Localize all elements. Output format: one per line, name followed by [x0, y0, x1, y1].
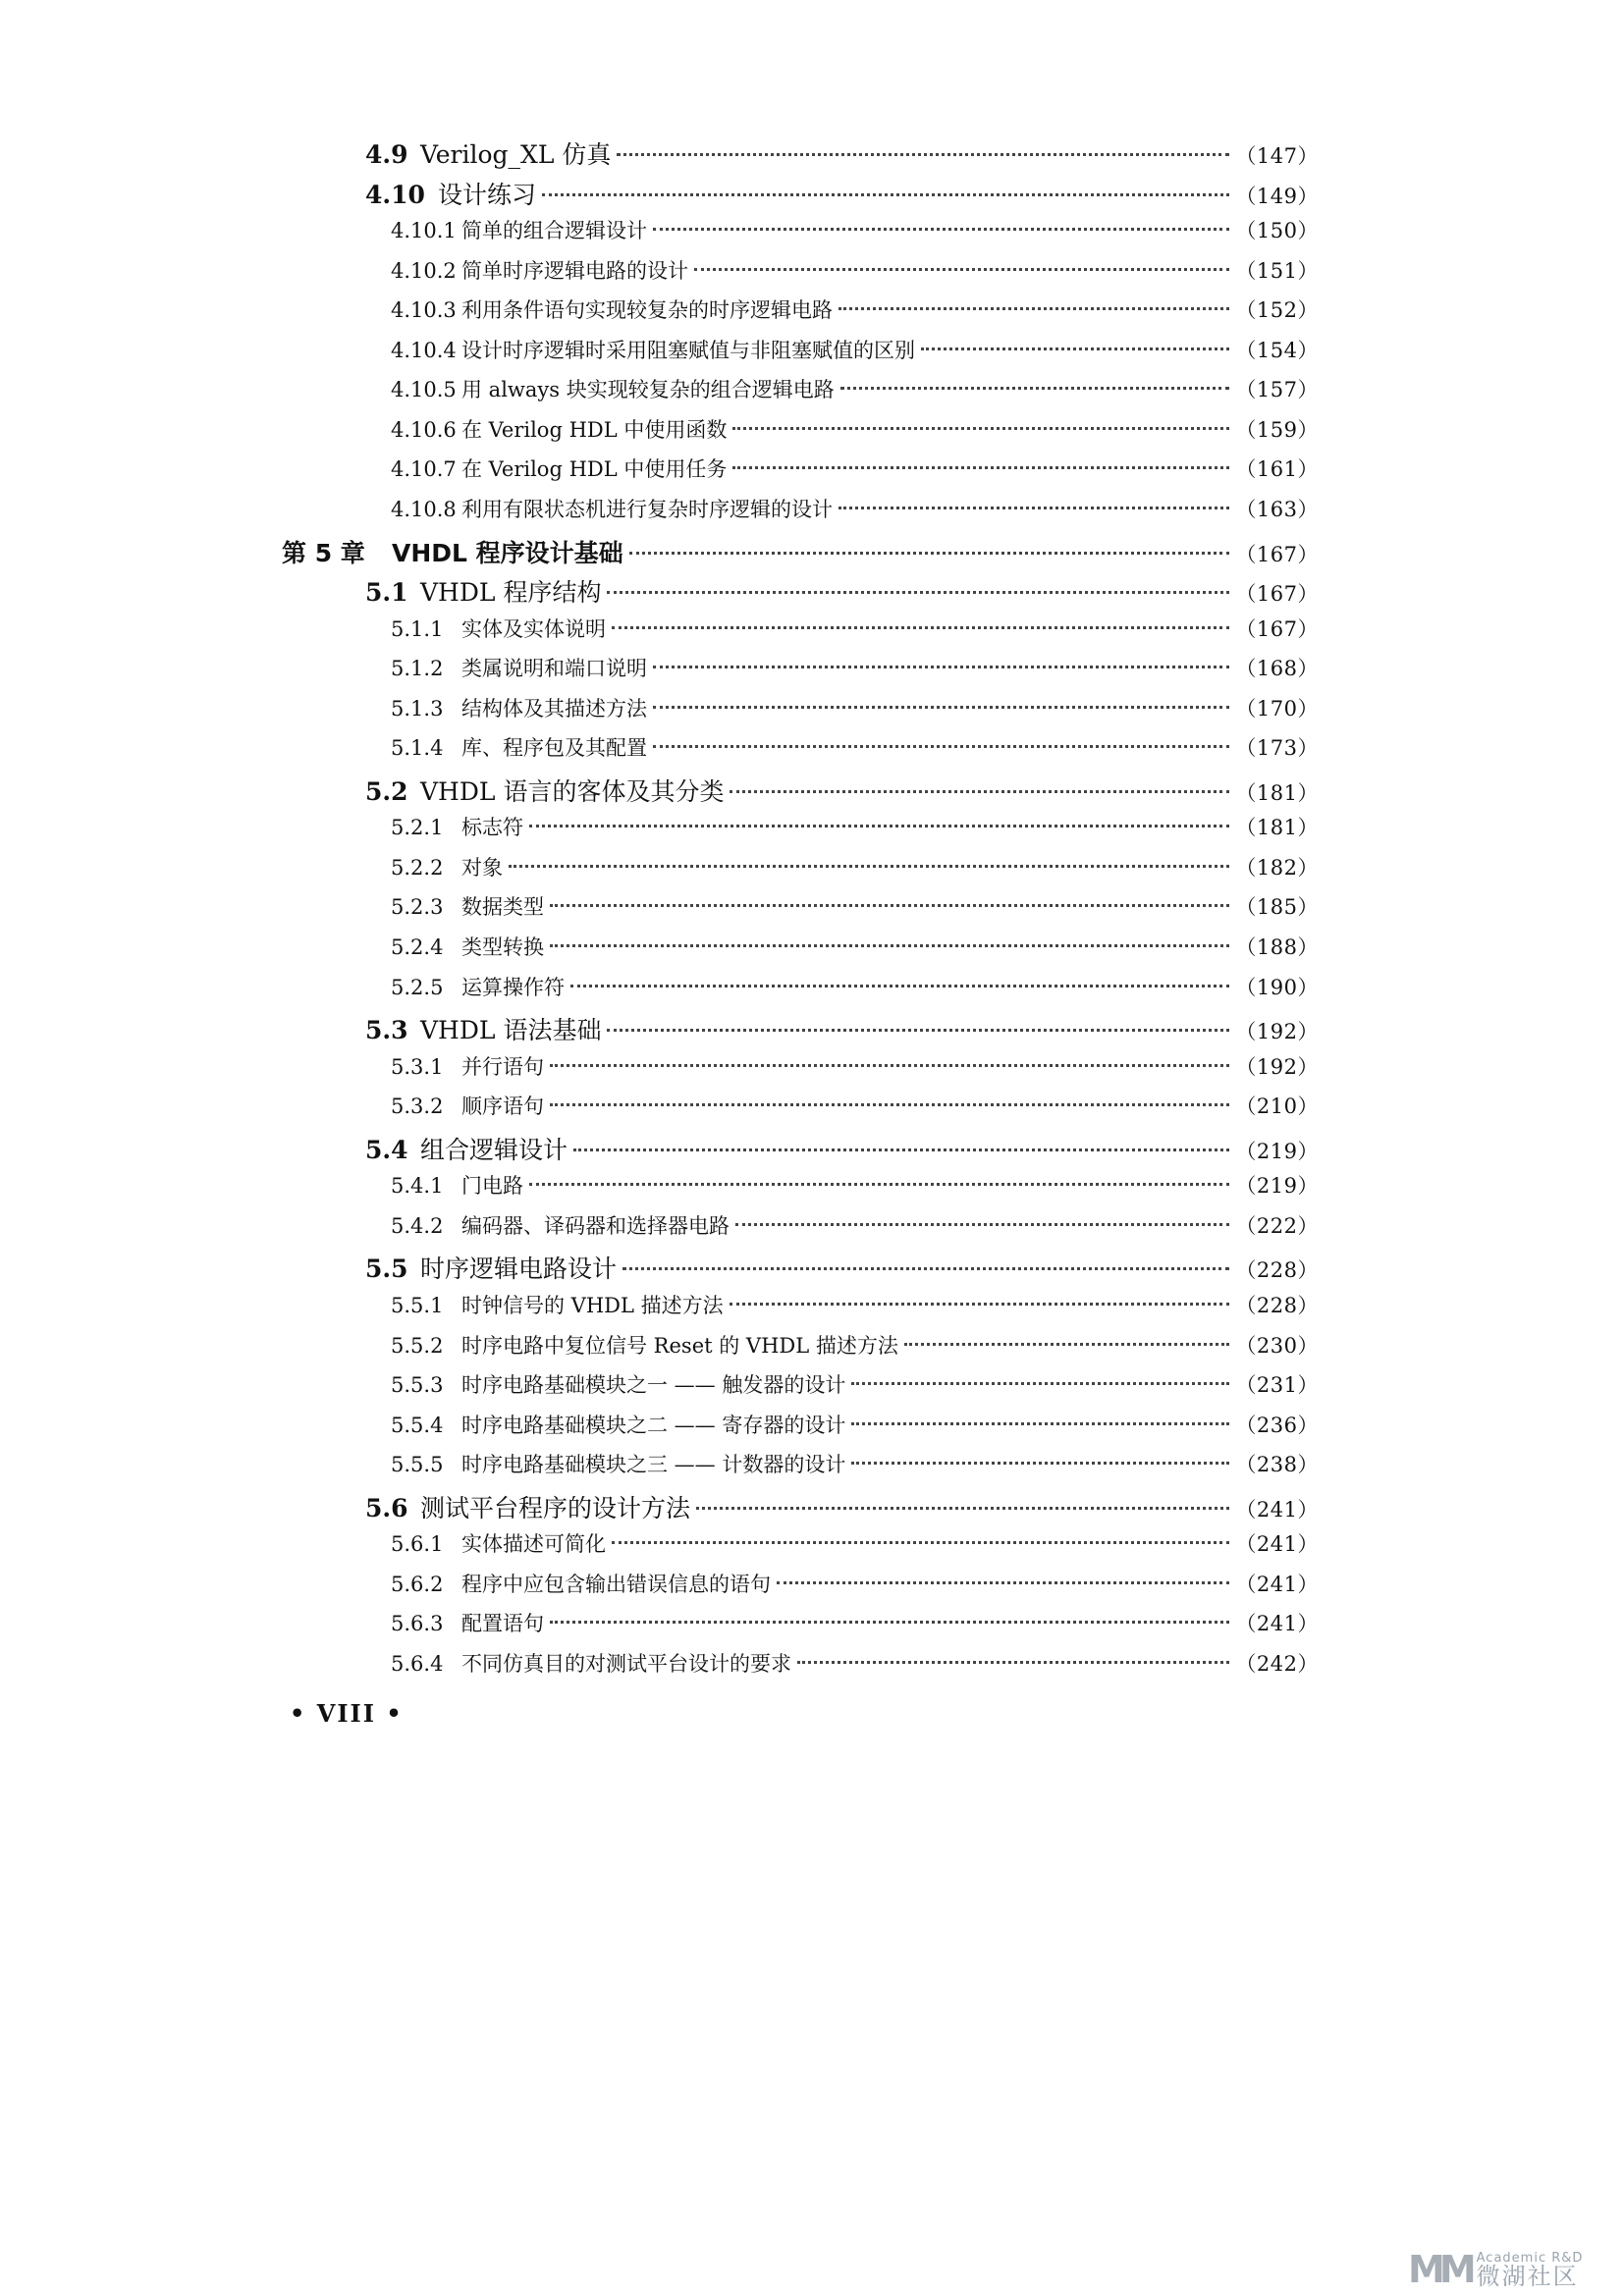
dot-leader — [797, 1661, 1229, 1664]
toc-entry-page: （222） — [1235, 1213, 1319, 1238]
toc-entry-title: 时钟信号的 VHDL 描述方法 — [461, 1293, 724, 1317]
toc-entry — [391, 1410, 1319, 1439]
dot-leader — [607, 1029, 1229, 1032]
toc-entry — [391, 1648, 1319, 1678]
toc-entry-number: 5.3.2 — [391, 1095, 444, 1119]
toc-entry-title: Verilog_XL 仿真 — [420, 140, 612, 169]
toc-entry — [365, 135, 1319, 171]
watermark-logo — [1408, 2248, 1583, 2291]
page-number-footer: • VIII • — [290, 1699, 404, 1728]
toc-entry-title: 运算操作符 — [461, 975, 565, 999]
toc-entry-title: 库、程序包及其配置 — [461, 736, 647, 761]
dot-leader — [732, 427, 1229, 430]
watermark-english: Academic R&D — [1476, 2250, 1584, 2266]
toc-entry-number: 5.6.3 — [391, 1612, 444, 1636]
toc-entry-number: 5.5.3 — [391, 1373, 444, 1398]
dot-leader — [851, 1382, 1229, 1385]
toc-entry-number: 4.10 — [365, 180, 425, 209]
dot-leader — [694, 268, 1229, 271]
toc-entry-page: （228） — [1235, 1258, 1319, 1283]
toc-entry-page: （241） — [1235, 1532, 1319, 1557]
toc-entry-number: 5.2.3 — [391, 895, 444, 920]
toc-entry-page: （168） — [1235, 657, 1319, 681]
toc-entry — [391, 891, 1319, 921]
toc-entry-page: （167） — [1235, 542, 1319, 566]
toc-entry-title: 数据类型 — [461, 895, 544, 920]
toc-entry-page: （161） — [1235, 457, 1319, 482]
toc-entry-number: 5.1.2 — [391, 657, 444, 681]
toc-entry-page: （188） — [1235, 935, 1319, 959]
toc-entry-number: 4.10.2 — [391, 258, 457, 283]
toc-entry-title: 类型转换 — [461, 935, 544, 959]
toc-entry — [391, 1369, 1319, 1399]
toc-entry — [391, 374, 1319, 403]
toc-entry-page: （170） — [1235, 696, 1319, 721]
toc-entry-page: （154） — [1235, 338, 1319, 362]
toc-entry — [391, 1330, 1319, 1360]
toc-entry-page: （167） — [1235, 616, 1319, 641]
toc-entry — [391, 1608, 1319, 1637]
toc-entry — [391, 454, 1319, 483]
toc-entry-number: 4.10.6 — [391, 417, 457, 442]
toc-entry-title: 测试平台程序的设计方法 — [420, 1493, 691, 1522]
toc-entry — [391, 1091, 1319, 1120]
watermark-chinese: 微湖社区 — [1476, 2262, 1579, 2290]
dot-leader — [509, 865, 1229, 868]
toc-entry — [391, 693, 1319, 722]
toc-entry — [391, 614, 1319, 643]
dot-leader — [550, 1064, 1229, 1067]
dot-leader — [629, 552, 1230, 555]
toc-entry-page: （219） — [1235, 1139, 1319, 1163]
toc-entry-number: 4.10.5 — [391, 378, 457, 402]
dot-leader — [617, 153, 1229, 156]
dot-leader — [550, 1103, 1229, 1106]
toc-entry-page: （236） — [1235, 1413, 1319, 1437]
dot-leader — [573, 1148, 1229, 1151]
toc-entry — [391, 1210, 1319, 1240]
toc-entry-title: 组合逻辑设计 — [420, 1135, 568, 1164]
toc-entry-title: 时序电路基础模块之一 —— 触发器的设计 — [461, 1373, 846, 1398]
toc-entry-page: （231） — [1235, 1373, 1319, 1398]
toc-entry — [391, 732, 1319, 762]
toc-entry-title: 类属说明和端口说明 — [461, 657, 647, 681]
toc-entry-number: 5.3.1 — [391, 1054, 444, 1079]
dot-leader — [696, 1507, 1229, 1510]
toc-entry-title: 并行语句 — [461, 1054, 544, 1079]
toc-entry-title: 利用有限状态机进行复杂时序逻辑的设计 — [461, 497, 833, 521]
toc-entry-page: （228） — [1235, 1293, 1319, 1317]
dot-leader — [653, 745, 1229, 748]
dot-leader — [840, 387, 1230, 390]
toc-entry-page: （242） — [1235, 1651, 1319, 1676]
toc-entry-page: （167） — [1235, 582, 1319, 607]
toc-entry-page: （152） — [1235, 298, 1319, 323]
toc-entry-title: 程序中应包含输出错误信息的语句 — [461, 1572, 771, 1596]
dot-leader — [839, 507, 1229, 509]
toc-entry-title: 门电路 — [461, 1174, 523, 1199]
toc-entry-title: 设计练习 — [438, 180, 537, 209]
dot-leader — [730, 790, 1229, 793]
dot-leader — [542, 193, 1229, 196]
toc-entry — [391, 494, 1319, 523]
dot-leader — [777, 1581, 1229, 1584]
toc-entry-page: （151） — [1235, 258, 1319, 283]
toc-entry-title: 对象 — [461, 855, 503, 880]
toc-entry-number: 5.3 — [365, 1016, 408, 1045]
toc-entry-page: （219） — [1235, 1174, 1319, 1199]
toc-entry — [365, 573, 1319, 609]
toc-entry-number: 4.10.1 — [391, 219, 457, 243]
dot-leader — [622, 1267, 1229, 1270]
toc-entry — [365, 1489, 1319, 1524]
toc-entry-number: 5.1.4 — [391, 736, 444, 761]
toc-entry-page: （150） — [1235, 219, 1319, 243]
dot-leader — [550, 904, 1229, 907]
toc-entry-number: 5.6.2 — [391, 1572, 444, 1596]
toc-entry — [391, 1051, 1319, 1081]
toc-entry-title: 实体及实体说明 — [461, 616, 606, 641]
toc-entry-title: VHDL 语言的客体及其分类 — [420, 776, 725, 806]
toc-entry-title: 时序逻辑电路设计 — [420, 1255, 618, 1284]
toc-entry — [391, 1449, 1319, 1478]
dot-leader — [529, 1183, 1229, 1186]
dot-leader — [851, 1422, 1229, 1425]
toc-entry-title: 简单时序逻辑电路的设计 — [461, 258, 688, 283]
toc-entry-page: （241） — [1235, 1497, 1319, 1522]
toc-entry-title: 编码器、译码器和选择器电路 — [461, 1213, 730, 1238]
toc-entry-number: 5.6 — [365, 1493, 408, 1522]
toc-entry — [391, 812, 1319, 841]
dot-leader — [607, 591, 1229, 594]
toc-entry-number: 4.10.8 — [391, 497, 457, 521]
toc-entry-page: （192） — [1235, 1020, 1319, 1044]
toc-entry-number: 4.10.7 — [391, 457, 457, 482]
toc-entry-page: （149） — [1235, 184, 1319, 208]
toc-entry-page: （238） — [1235, 1453, 1319, 1477]
toc-entry-title: 在 Verilog HDL 中使用任务 — [461, 457, 728, 482]
toc-entry-number: 5.5.2 — [391, 1333, 444, 1358]
dot-leader — [612, 1541, 1229, 1544]
toc-entry — [391, 1290, 1319, 1319]
toc-entry — [391, 1569, 1319, 1598]
toc-entry-number: 第 5 章 — [282, 538, 365, 567]
toc-entry-title: 设计时序逻辑时采用阻塞赋值与非阻塞赋值的区别 — [461, 338, 915, 362]
toc-entry-title: VHDL 程序设计基础 — [392, 538, 623, 567]
dot-leader — [730, 1303, 1230, 1306]
toc-entry-title: 时序电路中复位信号 Reset 的 VHDL 描述方法 — [461, 1333, 898, 1358]
toc-entry-number: 5.6.4 — [391, 1651, 444, 1676]
toc-entry-number: 4.10.4 — [391, 338, 457, 362]
toc-entry-number: 4.10.3 — [391, 298, 457, 323]
toc-entry-number: 5.2.2 — [391, 855, 444, 880]
toc-entry-page: （163） — [1235, 497, 1319, 521]
toc-entry-title: 利用条件语句实现较复杂的时序逻辑电路 — [461, 298, 833, 323]
dot-leader — [612, 626, 1229, 629]
dot-leader — [550, 944, 1229, 947]
dot-leader — [653, 706, 1229, 709]
toc-entry — [391, 255, 1319, 285]
toc-entry-page: （157） — [1235, 378, 1319, 402]
toc-entry-title: 简单的组合逻辑设计 — [461, 219, 647, 243]
toc-entry-title: VHDL 语法基础 — [420, 1016, 602, 1045]
toc-entry-page: （181） — [1235, 816, 1319, 840]
toc-entry-number: 5.5.5 — [391, 1453, 444, 1477]
toc-entry — [391, 653, 1319, 682]
toc-entry-number: 5.2.1 — [391, 816, 444, 840]
toc-entry — [391, 414, 1319, 444]
dot-leader — [735, 1223, 1229, 1226]
dot-leader — [653, 228, 1229, 231]
dot-leader — [570, 985, 1229, 988]
toc-entry-page: （190） — [1235, 975, 1319, 999]
toc-entry-page: （159） — [1235, 417, 1319, 442]
toc-entry-number: 5.5.4 — [391, 1413, 444, 1437]
toc-entry-title: 实体描述可简化 — [461, 1532, 606, 1557]
toc-entry-number: 5.4.2 — [391, 1213, 444, 1238]
toc-entry — [391, 972, 1319, 1001]
toc-entry-title: 时序电路基础模块之二 —— 寄存器的设计 — [461, 1413, 846, 1437]
toc-entry — [391, 1528, 1319, 1558]
dot-leader — [851, 1462, 1229, 1465]
toc-entry-page: （192） — [1235, 1054, 1319, 1079]
toc-entry — [391, 335, 1319, 364]
toc-entry — [391, 932, 1319, 961]
toc-entry-title: 顺序语句 — [461, 1095, 544, 1119]
toc-entry-number: 5.6.1 — [391, 1532, 444, 1557]
toc-entry-number: 5.2.4 — [391, 935, 444, 959]
toc-entry-number: 5.1.1 — [391, 616, 444, 641]
watermark-mark: MM — [1408, 2248, 1471, 2291]
toc-entry-title: 在 Verilog HDL 中使用函数 — [461, 417, 728, 442]
toc-entry — [391, 1170, 1319, 1200]
dot-leader — [921, 347, 1229, 350]
toc-entry-number: 4.9 — [365, 140, 408, 169]
toc-entry — [365, 176, 1319, 211]
dot-leader — [550, 1621, 1229, 1624]
toc-entry-number: 5.1 — [365, 578, 408, 608]
toc-entry — [282, 534, 1319, 569]
toc-entry-page: （241） — [1235, 1612, 1319, 1636]
toc-entry-number: 5.1.3 — [391, 696, 444, 721]
dot-leader — [732, 466, 1229, 469]
toc-entry-page: （147） — [1235, 144, 1319, 168]
toc-entry — [365, 1011, 1319, 1046]
dot-leader — [904, 1343, 1230, 1346]
toc-entry-title: 配置语句 — [461, 1612, 544, 1636]
toc-entry-number: 5.4.1 — [391, 1174, 444, 1199]
toc-entry-number: 5.5.1 — [391, 1293, 444, 1317]
toc-entry-title: 时序电路基础模块之三 —— 计数器的设计 — [461, 1453, 846, 1477]
toc-entry-title: 用 always 块实现较复杂的组合逻辑电路 — [461, 378, 835, 402]
toc-entry-page: （210） — [1235, 1095, 1319, 1119]
dot-leader — [839, 307, 1229, 310]
toc-entry-number: 5.4 — [365, 1135, 408, 1164]
dot-leader — [529, 825, 1229, 828]
toc-entry — [365, 1131, 1319, 1166]
toc-entry-title: VHDL 程序结构 — [420, 578, 602, 608]
toc-entry — [391, 852, 1319, 881]
toc-entry-page: （182） — [1235, 855, 1319, 880]
toc-entry-page: （230） — [1235, 1333, 1319, 1358]
toc-entry — [391, 294, 1319, 324]
dot-leader — [653, 666, 1229, 668]
toc-entry-page: （185） — [1235, 895, 1319, 920]
toc-entry-page: （241） — [1235, 1572, 1319, 1596]
toc-entry — [391, 215, 1319, 244]
toc-entry-title: 标志符 — [461, 816, 523, 840]
toc-entry-number: 5.5 — [365, 1255, 408, 1284]
toc-entry-page: （181） — [1235, 780, 1319, 805]
toc-entry-title: 不同仿真目的对测试平台设计的要求 — [461, 1651, 791, 1676]
toc-entry — [365, 1250, 1319, 1285]
toc-entry — [365, 773, 1319, 808]
toc-entry-number: 5.2.5 — [391, 975, 444, 999]
toc-entry-page: （173） — [1235, 736, 1319, 761]
toc-entry-title: 结构体及其描述方法 — [461, 696, 647, 721]
toc-entry-number: 5.2 — [365, 776, 408, 806]
